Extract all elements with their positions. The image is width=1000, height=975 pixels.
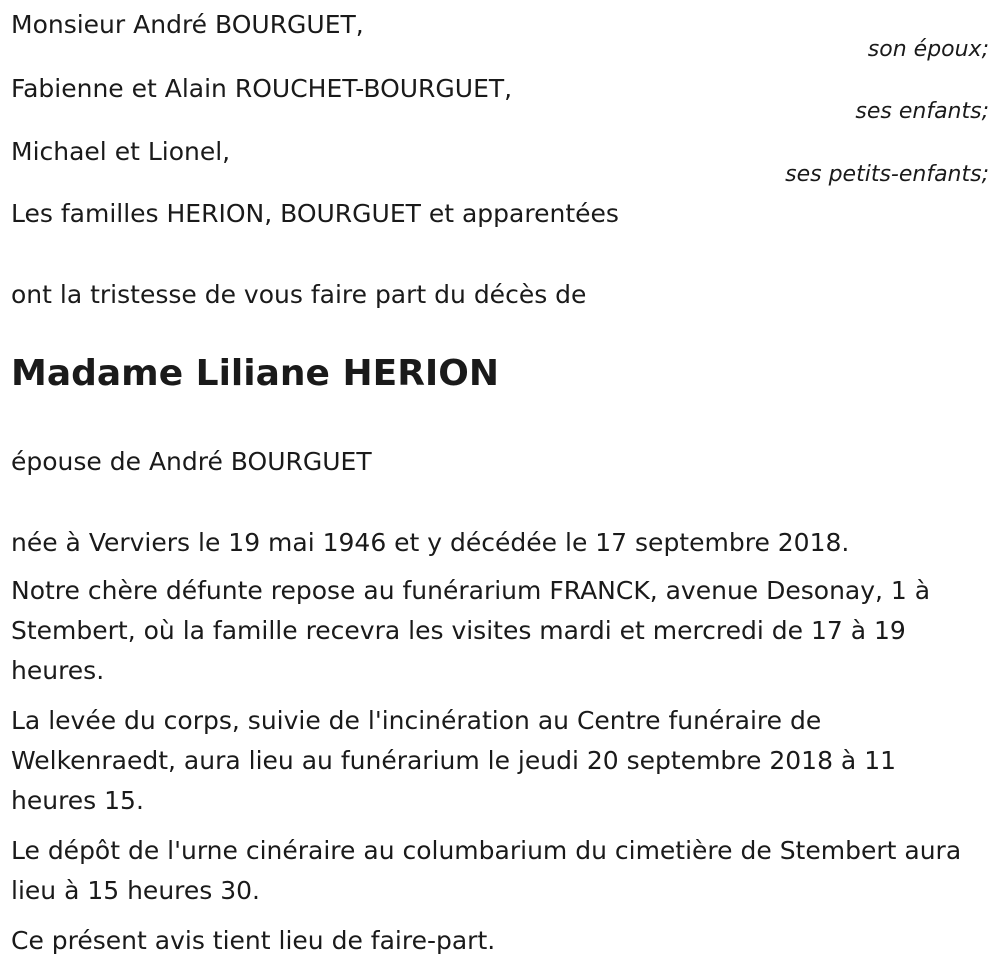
announcement-text: ont la tristesse de vous faire part du décès de bbox=[11, 280, 587, 309]
family-member-husband: Monsieur André BOURGUET, bbox=[11, 10, 364, 39]
birth-death-line: née à Verviers le 19 mai 1946 et y décédée le 17 septembre 2018. bbox=[11, 528, 850, 557]
funeral-home-paragraph: Notre chère défunte repose au funérarium FRANCK, avenue Desonay, 1 à Stembert, où la famille recevra les visites mardi et mercredi de 17 à 19 heures. bbox=[11, 576, 931, 685]
relation-grandchildren: ses petits-enfants; bbox=[785, 162, 989, 187]
family-member-grandchildren: Michael et Lionel, bbox=[11, 137, 231, 166]
family-member-families: Les familles HERION, BOURGUET et apparentées bbox=[11, 199, 619, 228]
urn-paragraph: Le dépôt de l'urne cinéraire au columbarium du cimetière de Stembert aura lieu à 15 heures 30. bbox=[11, 836, 962, 905]
relation-children: ses enfants; bbox=[855, 99, 989, 124]
relation-husband: son époux; bbox=[867, 37, 989, 62]
family-member-children: Fabienne et Alain ROUCHET-BOURGUET, bbox=[11, 74, 513, 103]
closing-paragraph: Ce présent avis tient lieu de faire-part. bbox=[11, 926, 496, 955]
spouse-line: épouse de André BOURGUET bbox=[11, 447, 372, 476]
deceased-name: Madame Liliane HERION bbox=[11, 353, 500, 394]
ceremony-paragraph: La levée du corps, suivie de l'incinération au Centre funéraire de Welkenraedt, aura lieu au funérarium le jeudi 20 septembre 2018 à 11 heures 15. bbox=[11, 706, 897, 815]
